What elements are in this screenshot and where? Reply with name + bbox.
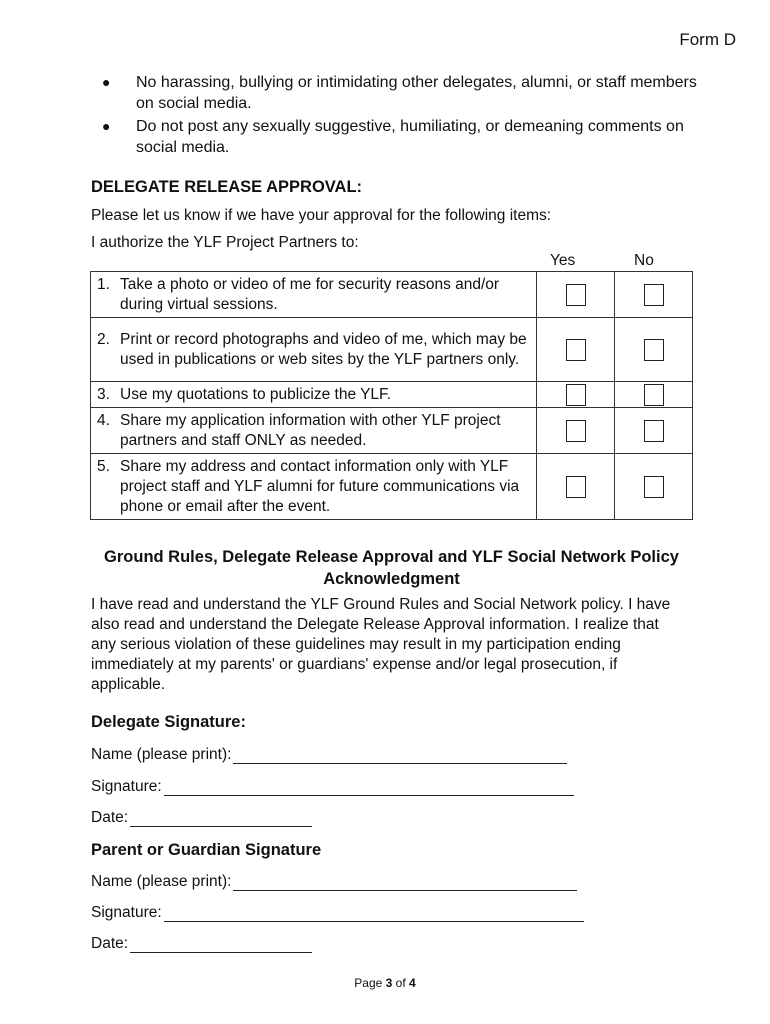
delegate-date-field[interactable]: [130, 811, 312, 827]
parent-signature-line: [91, 904, 584, 922]
item-number: 2.: [97, 330, 110, 348]
page-of: of: [395, 976, 406, 990]
yes-checkbox[interactable]: [566, 476, 586, 498]
no-checkbox[interactable]: [644, 284, 664, 306]
parent-signature-field[interactable]: [164, 906, 584, 922]
page-word: Page: [354, 976, 383, 990]
no-checkbox[interactable]: [644, 476, 664, 498]
item-text: Share my application information with other YLF project partners and staff ONLY as needed.: [120, 411, 501, 449]
acknowledgment-body: I have read and understand the YLF Ground Rules and Social Network policy. I have also read and understand the Delegate Release Approval information. I realize that any serious violation of these guidelines may result in my participation ending immediately at my parents' or guardians' expense and/or legal prosecution, if applicable.: [91, 596, 671, 693]
name-label: Name (please print):: [91, 873, 232, 890]
no-checkbox[interactable]: [644, 384, 664, 406]
item-cell: [91, 272, 537, 318]
item-text: Use my quotations to publicize the YLF.: [120, 385, 392, 403]
item-cell: [91, 454, 537, 520]
yes-checkbox[interactable]: [566, 420, 586, 442]
delegate-date-line: [91, 809, 312, 827]
item-text: Take a photo or video of me for security reasons and/or during virtual sessions.: [120, 275, 500, 313]
bullet-text: No harassing, bullying or intimidating other delegates, alumni, or staff members on social media.: [136, 74, 697, 112]
table-row: [91, 382, 693, 408]
table-row: [91, 272, 693, 318]
page-current: 3: [385, 976, 393, 990]
yes-cell: [537, 408, 615, 454]
rules-bullet-list: [92, 72, 712, 160]
item-cell: [91, 408, 537, 454]
release-authorize: I authorize the YLF Project Partners to:: [91, 234, 359, 251]
yes-checkbox[interactable]: [566, 339, 586, 361]
yes-cell: [537, 272, 615, 318]
bullet-icon: ●: [102, 74, 111, 90]
item-text: Print or record photographs and video of me, which may be used in publications or web sites by the YLF partners only.: [120, 330, 527, 368]
signature-label: Signature:: [91, 904, 162, 921]
delegate-name-field[interactable]: [233, 748, 567, 764]
no-cell: [615, 382, 693, 408]
parent-date-line: [91, 935, 312, 953]
no-cell: [615, 318, 693, 382]
delegate-signature-heading: Delegate Signature:: [91, 713, 246, 731]
yes-column-header: Yes: [550, 252, 576, 269]
release-intro: Please let us know if we have your approval for the following items:: [91, 207, 552, 224]
date-label: Date:: [91, 935, 129, 952]
signature-label: Signature:: [91, 778, 162, 795]
release-approval-table: [90, 271, 693, 520]
item-cell: [91, 318, 537, 382]
item-cell: [91, 382, 537, 408]
yes-cell: [537, 382, 615, 408]
parent-name-line: [91, 873, 577, 891]
parent-signature-heading: Parent or Guardian Signature: [91, 841, 322, 859]
yes-checkbox[interactable]: [566, 384, 586, 406]
bullet-icon: ●: [102, 118, 111, 134]
no-checkbox[interactable]: [644, 420, 664, 442]
bullet-item: [92, 116, 712, 158]
item-number: 4.: [97, 411, 110, 429]
delegate-signature-line: [91, 778, 574, 796]
item-number: 3.: [97, 385, 110, 403]
no-checkbox[interactable]: [644, 339, 664, 361]
form-label: Form D: [679, 30, 736, 49]
yes-checkbox[interactable]: [566, 284, 586, 306]
no-column-header: No: [634, 252, 654, 269]
table-row: [91, 454, 693, 520]
no-cell: [615, 408, 693, 454]
delegate-signature-field[interactable]: [164, 780, 574, 796]
bullet-text: Do not post any sexually suggestive, humiliating, or demeaning comments on social media.: [136, 118, 684, 156]
date-label: Date:: [91, 809, 129, 826]
item-text: Share my address and contact information only with YLF project staff and YLF alumni for future communications via phone or email after the event.: [120, 457, 520, 515]
table-row: [91, 318, 693, 382]
no-cell: [615, 454, 693, 520]
release-heading: DELEGATE RELEASE APPROVAL:: [91, 178, 363, 196]
item-number: 5.: [97, 457, 110, 475]
acknowledgment-title: Ground Rules, Delegate Release Approval and YLF Social Network Policy Acknowledgment: [104, 548, 679, 588]
yes-cell: [537, 454, 615, 520]
delegate-name-line: [91, 746, 567, 764]
table-row: [91, 408, 693, 454]
bullet-item: [92, 72, 712, 114]
page-total: 4: [409, 976, 416, 990]
name-label: Name (please print):: [91, 746, 232, 763]
parent-name-field[interactable]: [233, 875, 577, 891]
page-number: [0, 976, 770, 990]
no-cell: [615, 272, 693, 318]
item-number: 1.: [97, 275, 110, 293]
yes-cell: [537, 318, 615, 382]
parent-date-field[interactable]: [130, 937, 312, 953]
